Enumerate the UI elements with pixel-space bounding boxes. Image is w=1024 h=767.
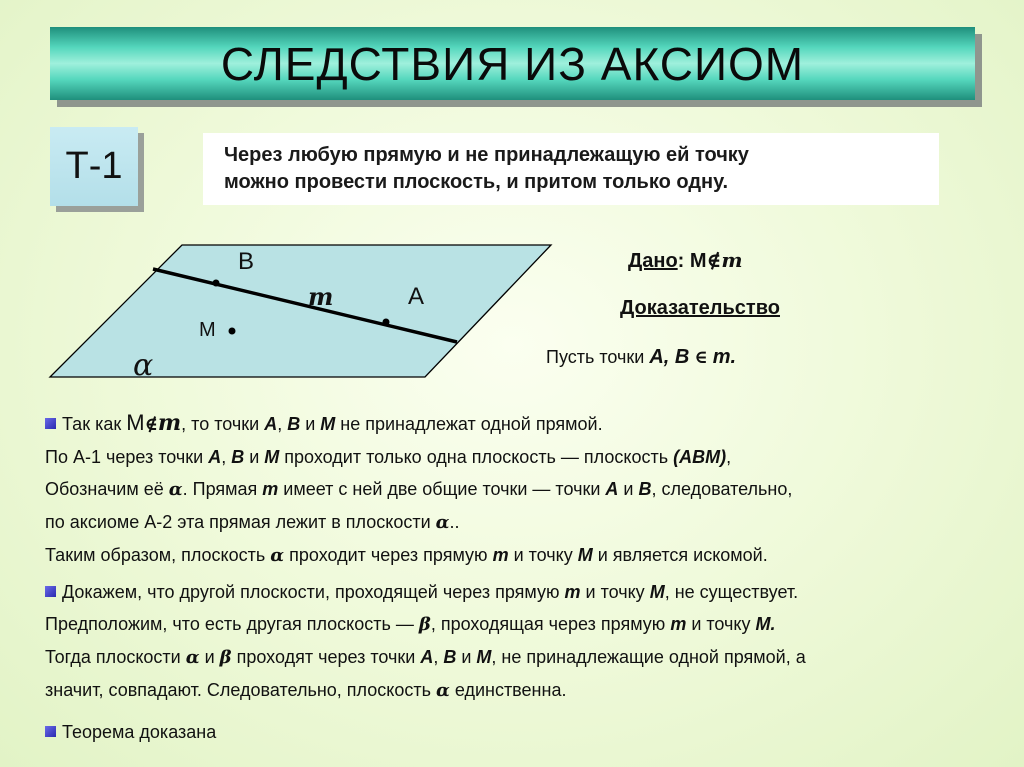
given-point: М [689,250,707,272]
let-points-line: m. [712,346,737,368]
label-B: B [238,248,255,275]
p2-line-3: Тогда плоскости α и β проходят через точки A, B и М, не принадлежащие одной прямой, а [45,647,806,668]
statement-line-1: Через любую прямую и не принадлежащую ей точку [224,144,749,166]
p1-line-4: по аксиоме А-2 эта прямая лежит в плоскости α.. [45,512,460,533]
statement-line-2: можно провести плоскость, и притом только одну. [224,171,729,193]
point-A [383,319,390,326]
slide-title: СЛЕДСТВИЯ ИЗ АКСИОМ [220,37,805,90]
label-alpha: α [133,348,154,383]
in-symbol: ∈ [694,347,708,368]
given-colon: : [677,250,685,272]
proof-paragraph-2 [45,576,1015,707]
bullet-icon [45,418,56,429]
let-points-points: A, B [649,346,690,368]
let-points [546,346,736,369]
point-M [229,328,236,335]
bullet-icon [45,586,56,597]
point-B [213,280,220,287]
p1-line-5: Таким образом, плоскость α проходит через прямую m и точку М и является искомой. [45,545,768,566]
p2-line-4: значит, совпадают. Следовательно, плоскость α единственна. [45,680,567,701]
plane-alpha [50,245,551,377]
p2-line-1: Докажем, что другой плоскости, проходящей через прямую m и точку М, не существует. [45,576,1015,608]
given-label: Дано [628,250,678,272]
p2-line-2: Предположим, что есть другая плоскость — β, проходящая через прямую m и точку М. [45,614,776,635]
p1-line-2: По А-1 через точки A, B и М проходит только одна плоскость — плоскость (АВМ), [45,447,732,467]
given [628,248,743,273]
label-m: m [308,282,334,311]
let-points-text: Пусть точки [546,347,650,367]
proof-paragraph-1 [45,407,1015,572]
given-line: m [721,248,743,272]
conclusion-text: Теорема доказана [62,722,217,742]
theorem-label: Т-1 [65,145,123,187]
p1-line-3: Обозначим её α. Прямая m имеет с ней две общие точки — точки A и B, следовательно, [45,479,793,500]
conclusion-line [45,716,1015,748]
label-A: A [408,283,425,310]
p1-line-1: Так как М∉m, то точки A, B и М не принадлежат одной прямой. [45,407,1015,441]
proof-heading: Доказательство [620,297,780,319]
label-M: М [199,319,216,341]
not-in-symbol: ∉ [706,248,722,272]
bullet-icon [45,726,56,737]
